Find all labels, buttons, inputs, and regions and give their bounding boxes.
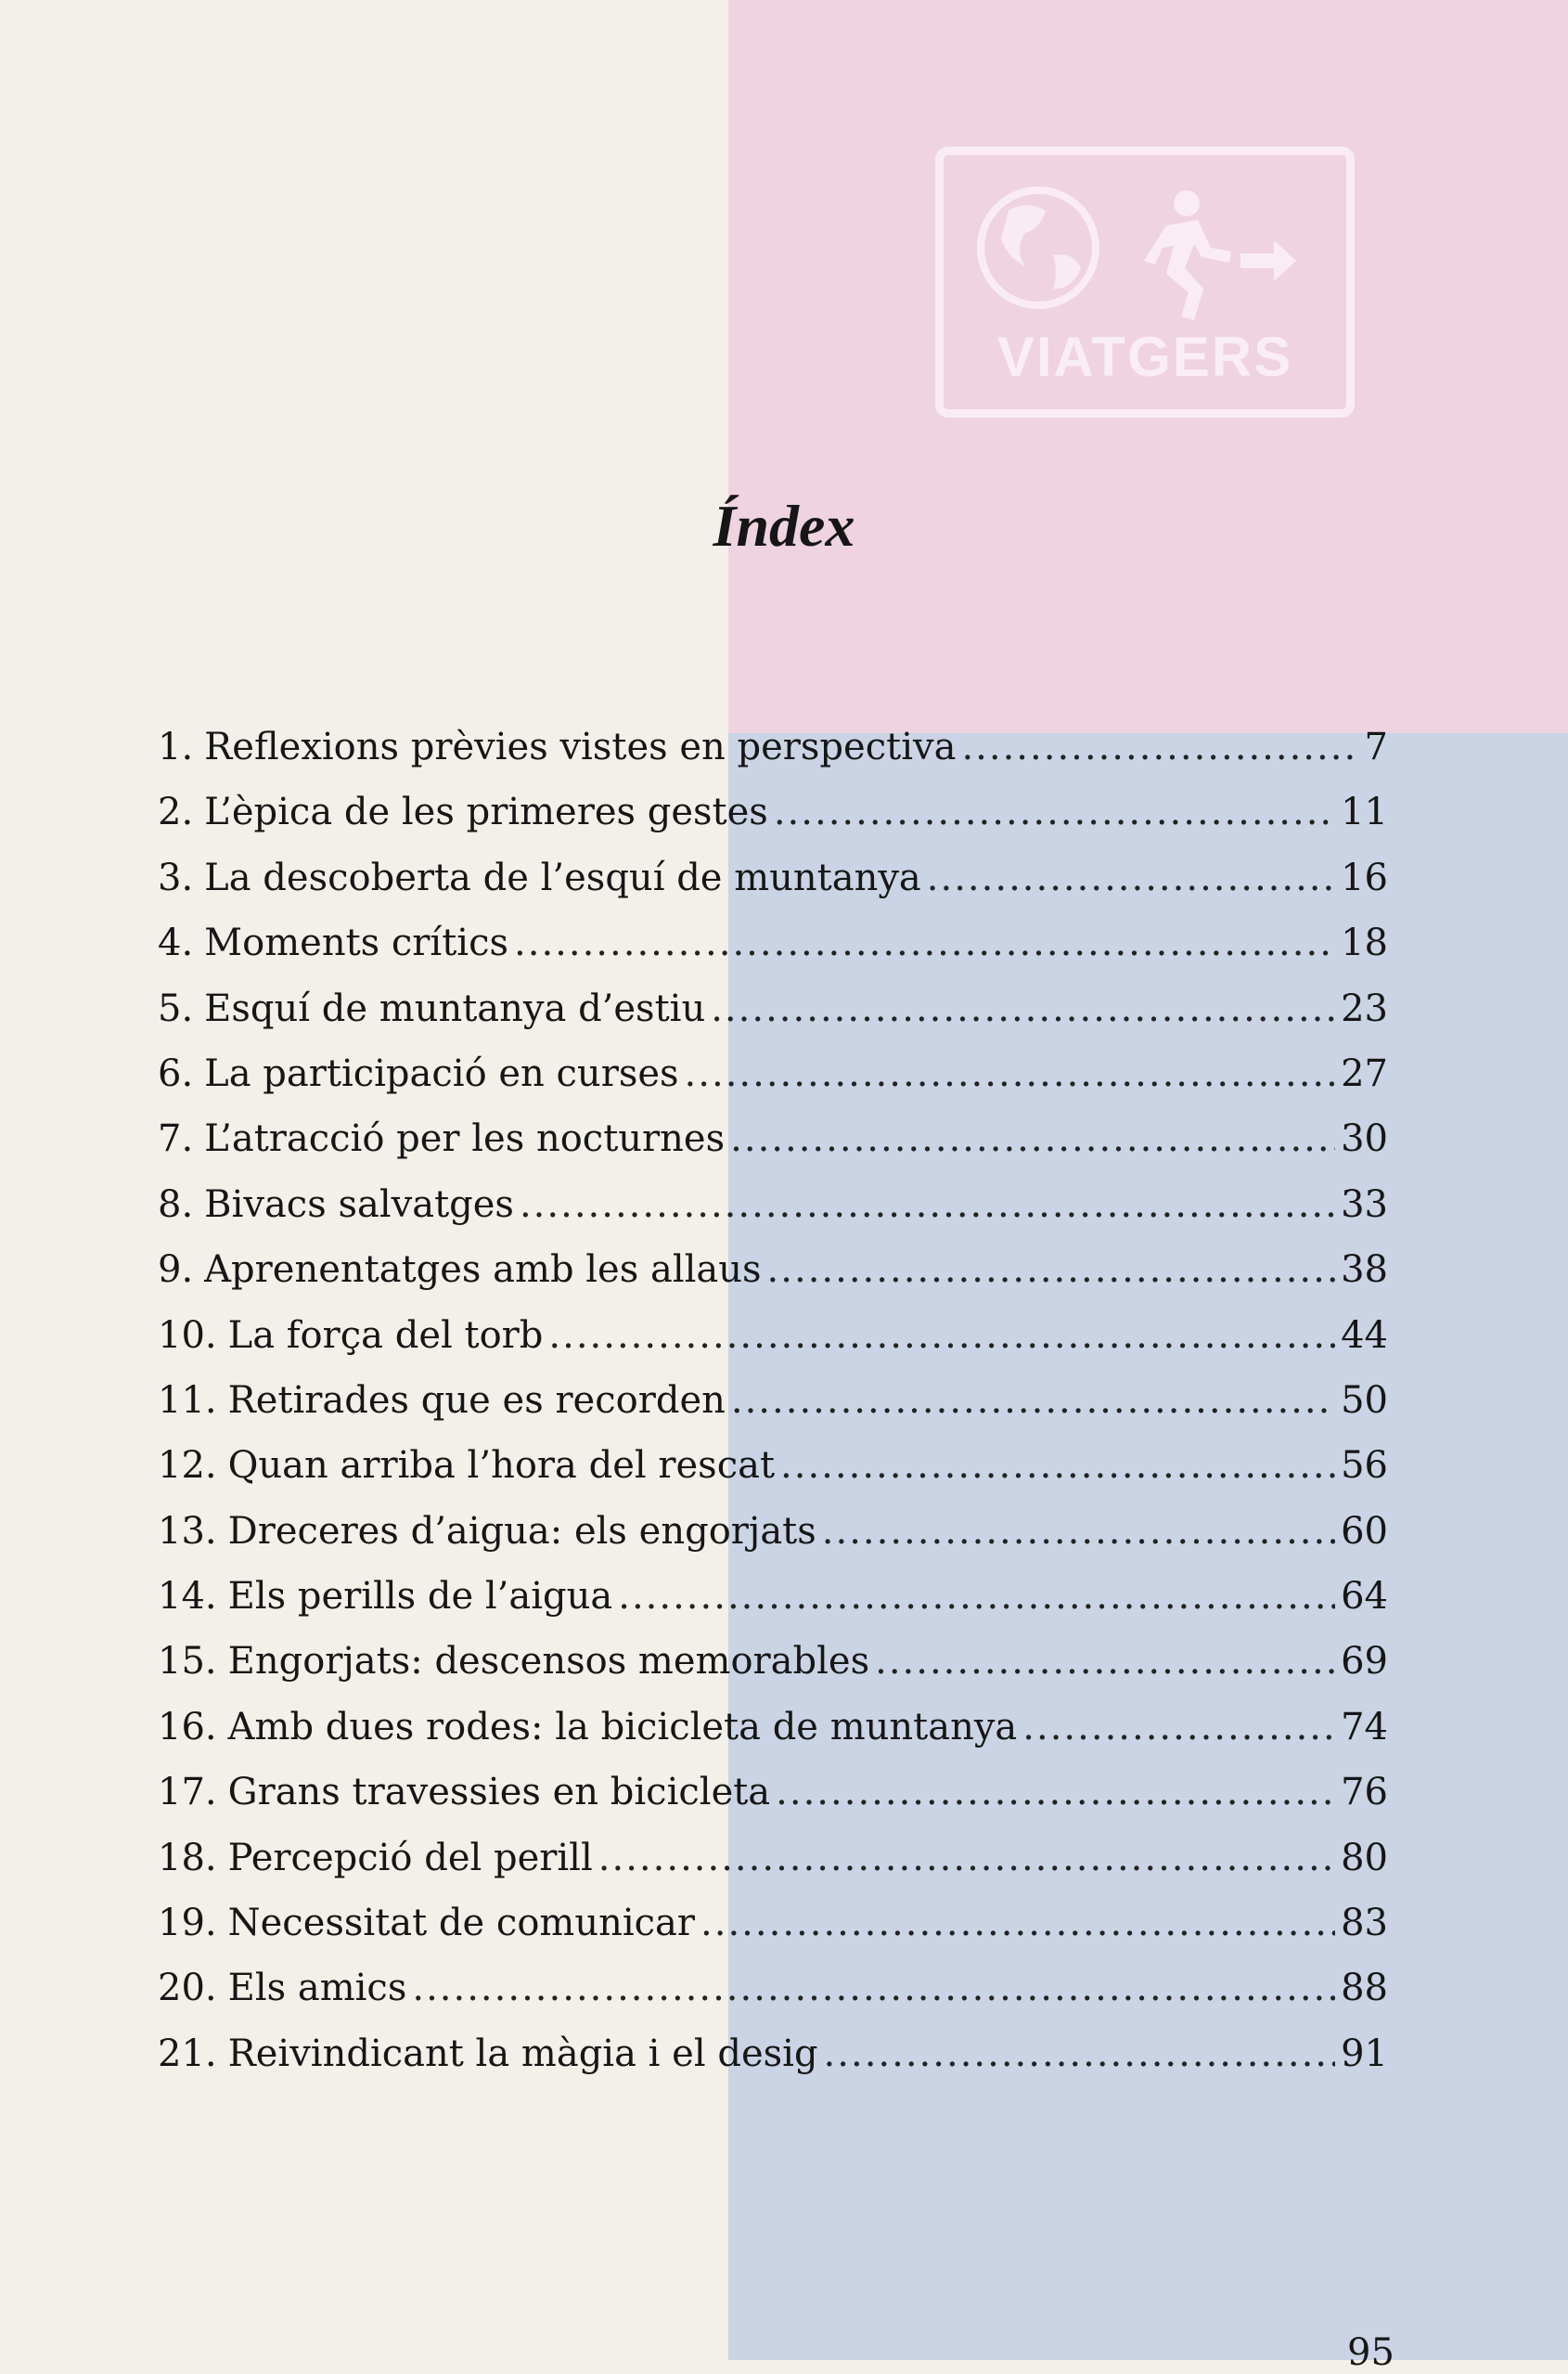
- toc-entry-title: Esquí de muntanya d’estiu: [204, 987, 706, 1030]
- page-number: 95: [1347, 2331, 1394, 2374]
- toc-entry-number: 6.: [158, 1052, 194, 1095]
- toc-entry-number: 9.: [158, 1248, 194, 1292]
- toc-entry-title: Necessitat de comunicar: [227, 1902, 696, 1945]
- toc-entry-title: La força del torb: [227, 1313, 544, 1357]
- toc-dot-leader: [618, 1564, 1335, 1629]
- toc-entry-number: 15.: [158, 1640, 217, 1684]
- toc-entry-page: 56: [1341, 1444, 1388, 1488]
- toc-entry-page: 83: [1341, 1902, 1388, 1945]
- toc-dot-leader: [598, 1826, 1335, 1890]
- toc-entry-title: L’èpica de les primeres gestes: [204, 791, 768, 834]
- toc-dot-leader: [780, 1433, 1335, 1498]
- toc-entry-title: Percepció del perill: [227, 1836, 593, 1879]
- toc-entry-title: Dreceres d’aigua: els engorjats: [227, 1509, 816, 1553]
- toc-entry-number: 5.: [158, 987, 194, 1030]
- toc-entry: [158, 1629, 1388, 1694]
- toc-dot-leader: [730, 1106, 1335, 1171]
- toc-entry-title: Amb dues rodes: la bicicleta de muntanya: [227, 1705, 1018, 1748]
- arrow-right-icon: [1240, 240, 1296, 281]
- toc-entry-page: 64: [1341, 1575, 1388, 1619]
- toc-entry-title: La descoberta de l’esquí de muntanya: [204, 856, 921, 899]
- toc-entry-page: 60: [1341, 1509, 1388, 1553]
- toc-entry-number: 3.: [158, 856, 194, 899]
- toc-dot-leader: [1022, 1695, 1335, 1760]
- toc-dot-leader: [767, 1237, 1336, 1302]
- toc-entry: [158, 715, 1388, 780]
- toc-entry-page: 11: [1341, 791, 1388, 834]
- series-logo: [935, 147, 1355, 418]
- series-logo-emblem: [971, 183, 1335, 331]
- toc-entry-page: 80: [1341, 1836, 1388, 1879]
- toc-entry: [158, 1955, 1388, 2020]
- toc-entry: [158, 780, 1388, 845]
- toc-entry-title: Retirades que es recorden: [227, 1378, 726, 1422]
- toc-entry-page: 23: [1341, 987, 1388, 1030]
- toc-entry-page: 50: [1341, 1378, 1388, 1422]
- toc-dot-leader: [824, 2021, 1336, 2086]
- toc-entry-title: Els perills de l’aigua: [227, 1575, 613, 1619]
- toc-entry-page: 16: [1341, 856, 1388, 899]
- toc-entry-page: 33: [1341, 1182, 1388, 1226]
- toc-entry-page: 18: [1341, 922, 1388, 965]
- toc-dot-leader: [700, 1890, 1335, 1955]
- toc-entry: [158, 1433, 1388, 1498]
- toc-dot-leader: [927, 845, 1335, 910]
- toc-entry-title: Bivacs salvatges: [204, 1182, 514, 1226]
- table-of-contents: [158, 715, 1388, 2086]
- toc-entry-title: Engorjats: descensos memorables: [227, 1640, 870, 1684]
- toc-entry-page: 76: [1341, 1771, 1388, 1814]
- toc-entry-title: Reflexions prèvies vistes en perspectiva: [204, 726, 957, 768]
- toc-entry-number: 10.: [158, 1313, 217, 1357]
- toc-dot-leader: [776, 1760, 1335, 1825]
- toc-entry-title: Grans travessies en bicicleta: [227, 1771, 771, 1814]
- toc-entry-title: L’atracció per les nocturnes: [204, 1117, 726, 1161]
- toc-entry-page: 88: [1341, 1967, 1388, 2010]
- toc-entry-number: 8.: [158, 1182, 194, 1226]
- toc-entry-number: 17.: [158, 1771, 217, 1814]
- globe-landmass: [1001, 205, 1081, 289]
- toc-entry-number: 7.: [158, 1117, 194, 1161]
- toc-entry-number: 4.: [158, 922, 194, 965]
- toc-entry-number: 1.: [158, 726, 194, 768]
- toc-entry-number: 13.: [158, 1509, 217, 1553]
- toc-entry: [158, 1303, 1388, 1368]
- running-person-icon: [1144, 190, 1231, 320]
- toc-entry: [158, 2021, 1388, 2086]
- series-logo-text: VIATGERS: [996, 326, 1293, 388]
- toc-entry: [158, 1826, 1388, 1890]
- toc-entry-number: 12.: [158, 1444, 217, 1488]
- toc-entry-title: Quan arriba l’hora del rescat: [227, 1444, 776, 1488]
- toc-dot-leader: [548, 1303, 1335, 1368]
- toc-entry-title: Reivindicant la màgia i el desig: [227, 2032, 818, 2075]
- toc-entry: [158, 845, 1388, 910]
- toc-dot-leader: [514, 910, 1335, 975]
- toc-entry-page: 91: [1341, 2032, 1388, 2075]
- toc-entry: [158, 1564, 1388, 1629]
- toc-dot-leader: [412, 1955, 1335, 2020]
- toc-entry-number: 21.: [158, 2032, 217, 2075]
- toc-dot-leader: [685, 1041, 1336, 1106]
- toc-entry: [158, 1172, 1388, 1237]
- toc-dot-leader: [961, 715, 1358, 780]
- toc-entry: [158, 1760, 1388, 1825]
- toc-entry-number: 20.: [158, 1967, 217, 2010]
- toc-entry: [158, 1368, 1388, 1433]
- toc-entry: [158, 976, 1388, 1041]
- toc-dot-leader: [520, 1172, 1335, 1237]
- toc-entry-number: 16.: [158, 1705, 217, 1748]
- toc-entry-number: 14.: [158, 1575, 217, 1619]
- toc-entry: [158, 1237, 1388, 1302]
- toc-entry: [158, 1499, 1388, 1564]
- toc-entry: [158, 910, 1388, 975]
- toc-entry-page: 38: [1341, 1248, 1388, 1292]
- toc-dot-leader: [822, 1499, 1335, 1564]
- toc-entry-page: 69: [1341, 1640, 1388, 1684]
- toc-entry-number: 18.: [158, 1836, 217, 1879]
- toc-entry-page: 74: [1341, 1705, 1388, 1748]
- toc-entry-page: 7: [1364, 726, 1388, 768]
- toc-entry-page: 27: [1341, 1052, 1388, 1095]
- page-title: Índex: [713, 493, 855, 559]
- toc-entry-number: 2.: [158, 791, 194, 834]
- toc-entry: [158, 1106, 1388, 1171]
- toc-entry-title: Moments crítics: [204, 922, 509, 965]
- toc-entry-number: 19.: [158, 1902, 217, 1945]
- toc-dot-leader: [875, 1629, 1335, 1694]
- toc-entry-page: 44: [1341, 1313, 1388, 1357]
- toc-entry-number: 11.: [158, 1378, 217, 1422]
- toc-entry: [158, 1695, 1388, 1760]
- toc-dot-leader: [774, 780, 1335, 845]
- toc-dot-leader: [731, 1368, 1335, 1433]
- toc-entry-title: Els amics: [227, 1967, 407, 2010]
- toc-entry: [158, 1041, 1388, 1106]
- toc-entry-title: La participació en curses: [204, 1052, 679, 1095]
- toc-entry-page: 30: [1341, 1117, 1388, 1161]
- toc-dot-leader: [711, 976, 1335, 1041]
- toc-entry: [158, 1890, 1388, 1955]
- toc-entry-title: Aprenentatges amb les allaus: [204, 1248, 762, 1292]
